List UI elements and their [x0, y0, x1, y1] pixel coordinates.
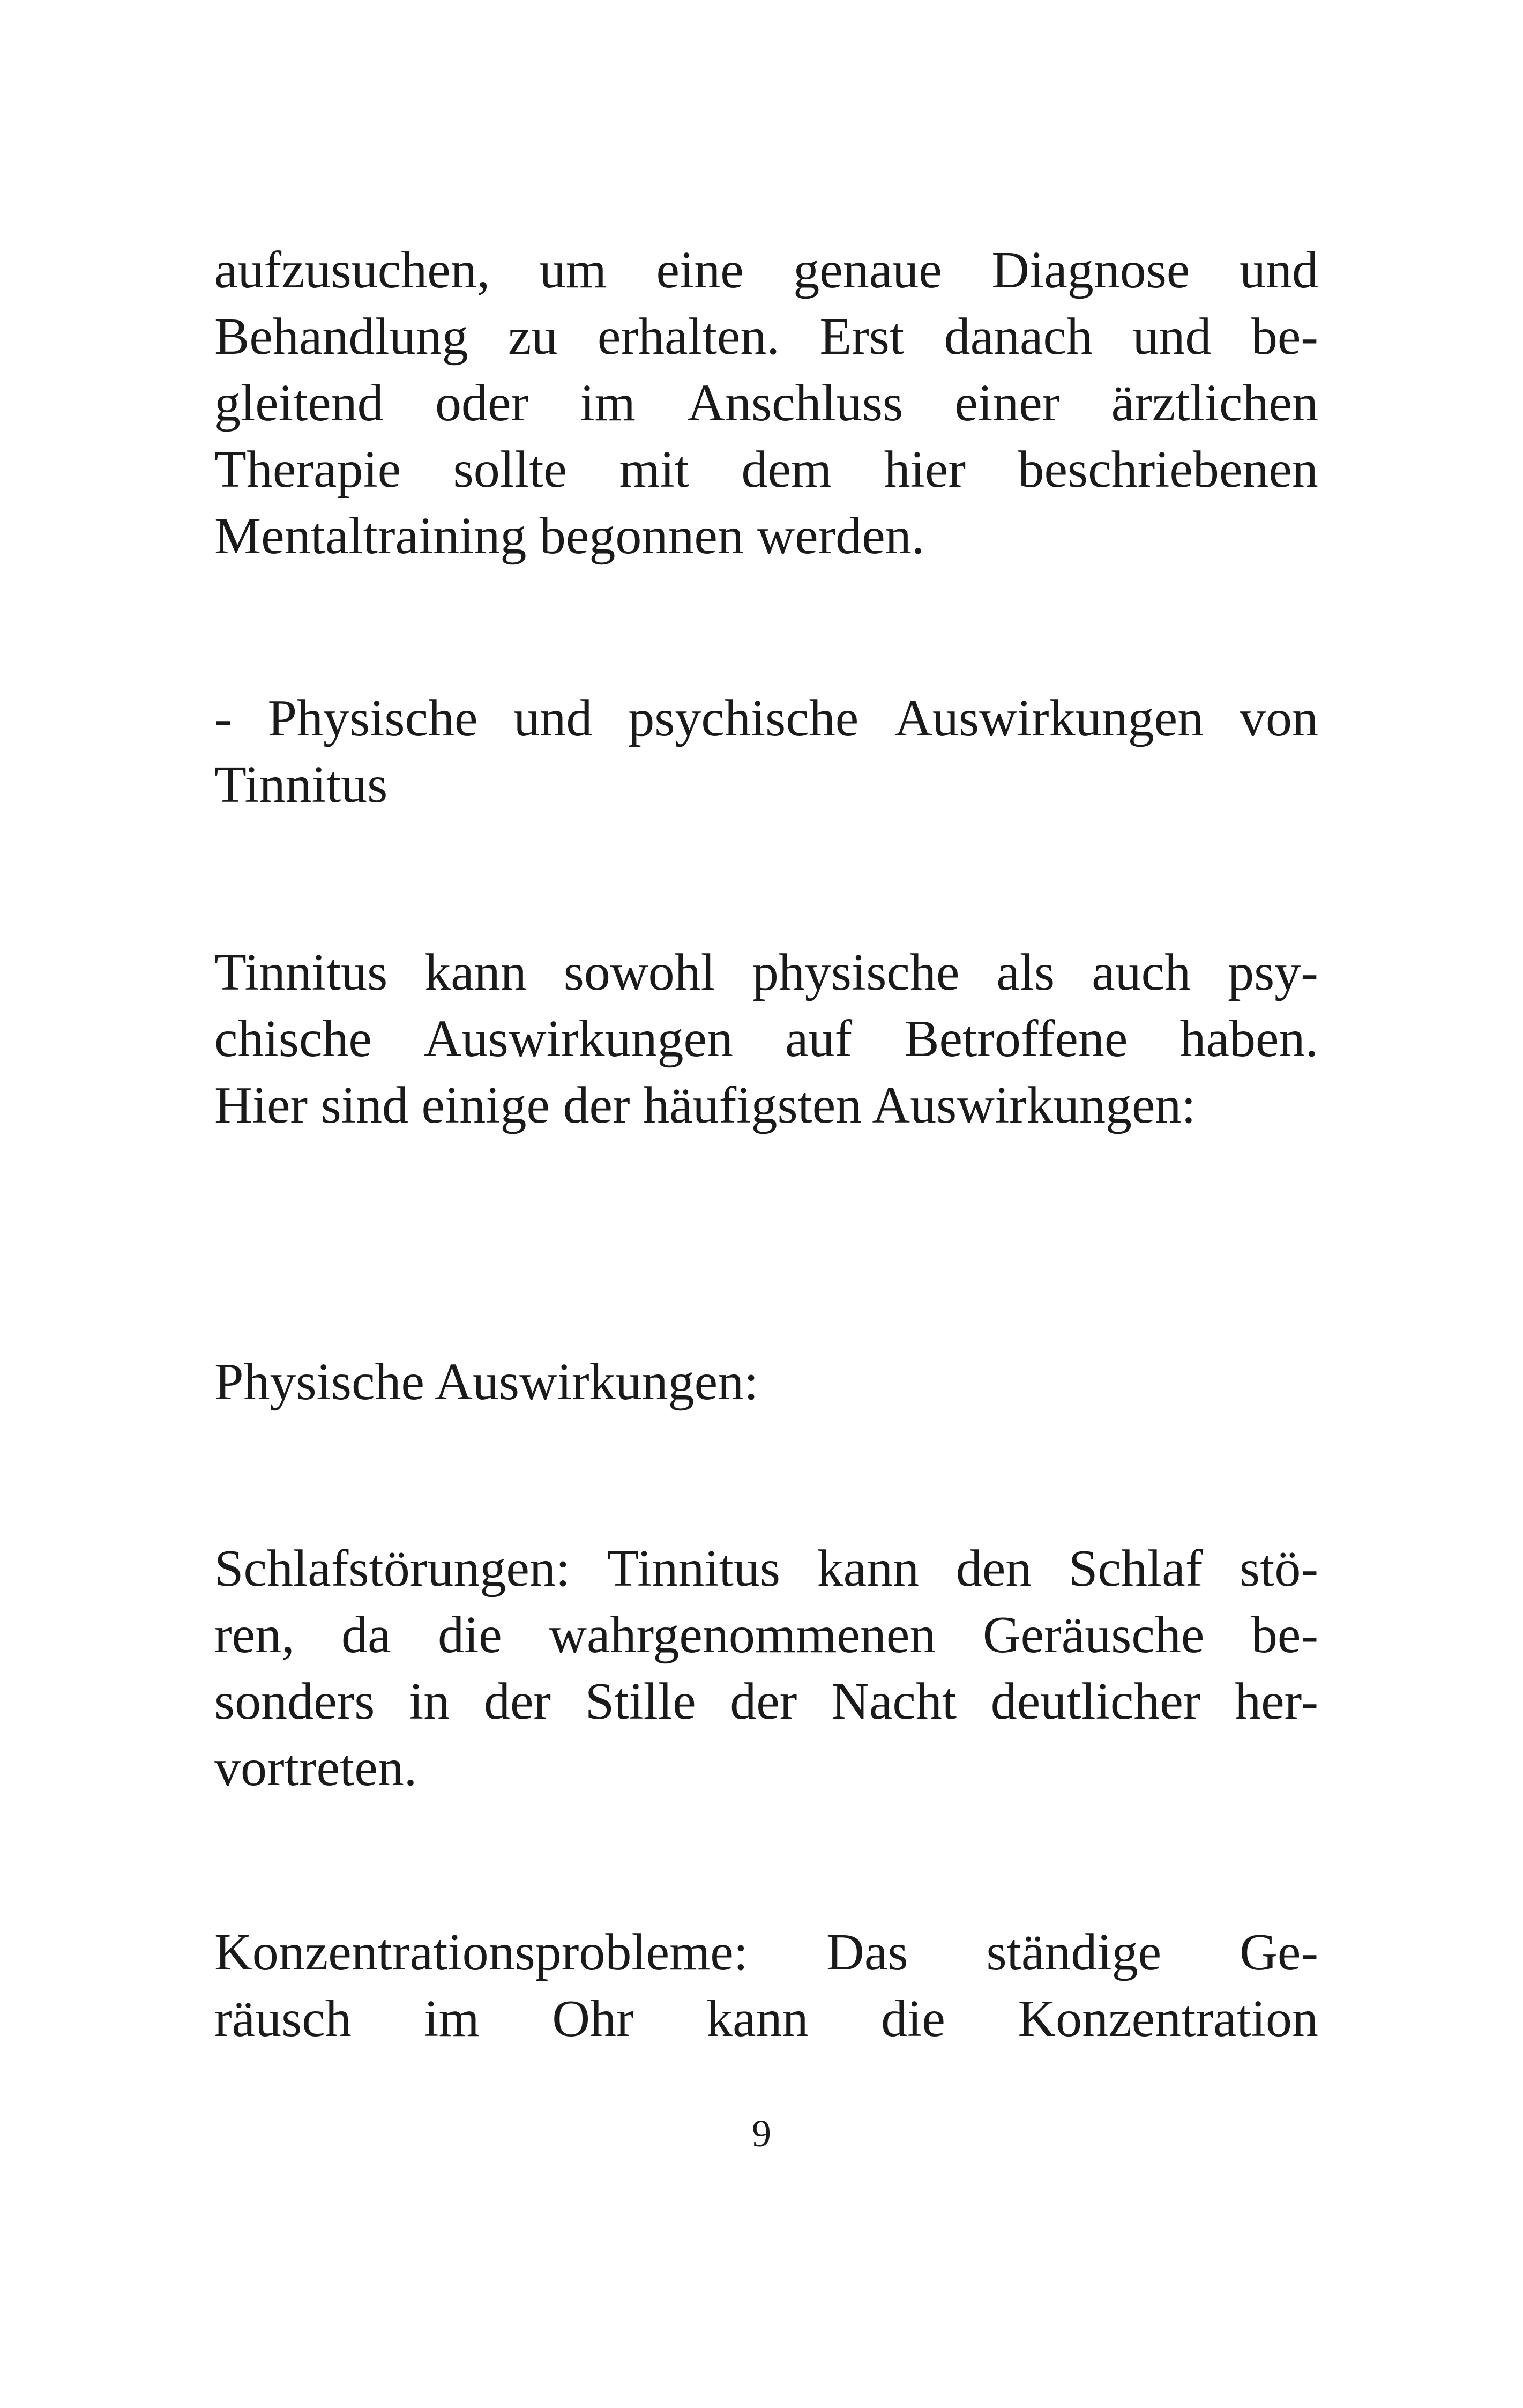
- word: gleitend: [214, 374, 384, 432]
- text-line: [214, 1006, 1318, 1072]
- paragraph-intro-effects: [214, 939, 1318, 1139]
- word: Auswirkungen: [423, 1010, 733, 1068]
- subheading-physical-effects: [214, 1349, 1318, 1415]
- text-line: [214, 1535, 1318, 1602]
- word: der: [483, 1673, 551, 1730]
- word: Nacht: [831, 1673, 957, 1730]
- word: beschriebenen: [1018, 441, 1318, 499]
- word: kann: [424, 943, 527, 1001]
- word: Stille: [585, 1673, 696, 1730]
- text-line: vortreten.: [214, 1739, 417, 1797]
- word: Diagnose: [991, 241, 1190, 299]
- text-line: [214, 1919, 1318, 1986]
- word: kann: [817, 1540, 920, 1597]
- word: her-: [1235, 1673, 1318, 1730]
- word: im: [424, 1990, 480, 2048]
- text-line: [214, 939, 1318, 1006]
- word: in: [409, 1673, 450, 1730]
- word: haben.: [1179, 1010, 1318, 1068]
- section-heading-effects: [214, 685, 1318, 818]
- word: den: [955, 1540, 1032, 1597]
- word: psy-: [1228, 943, 1318, 1001]
- word: und: [513, 689, 593, 747]
- word: erhalten.: [597, 308, 780, 366]
- text-line: Tinnitus: [214, 756, 388, 814]
- word: danach: [944, 308, 1093, 366]
- word: hier: [884, 441, 966, 499]
- word: sowohl: [563, 943, 715, 1001]
- word: zu: [507, 308, 558, 366]
- word: da: [341, 1606, 391, 1664]
- word: Schlafstörungen:: [214, 1540, 571, 1597]
- text-line: [214, 436, 1318, 503]
- text-line: [214, 1986, 1318, 2052]
- word: auch: [1092, 943, 1191, 1001]
- word: sonders: [214, 1673, 375, 1730]
- word: genaue: [793, 241, 942, 299]
- text-line: Mentaltraining begonnen werden.: [214, 507, 925, 565]
- word: ständige: [986, 1923, 1162, 1981]
- word: räusch: [214, 1990, 352, 2048]
- word: -: [214, 689, 232, 747]
- word: Tinnitus: [607, 1540, 780, 1597]
- word: kann: [706, 1990, 809, 2048]
- word: als: [996, 943, 1055, 1001]
- word: Behandlung: [214, 308, 468, 366]
- paragraph-concentration-problems: [214, 1919, 1318, 2052]
- word: sollte: [453, 441, 567, 499]
- word: be-: [1251, 308, 1318, 366]
- word: auf: [785, 1010, 853, 1068]
- word: Auswirkungen: [894, 689, 1204, 747]
- word: Betroffene: [904, 1010, 1128, 1068]
- word: der: [730, 1673, 797, 1730]
- word: Ohr: [552, 1990, 634, 2048]
- word: Therapie: [214, 441, 401, 499]
- word: von: [1239, 689, 1318, 747]
- word: wahrgenommenen: [549, 1606, 936, 1664]
- text-line: [214, 237, 1318, 303]
- word: Ge-: [1240, 1923, 1318, 1981]
- word: psychische: [628, 689, 859, 747]
- text-line: [214, 1668, 1318, 1735]
- word: die: [881, 1990, 945, 2048]
- text-line: Hier sind einige der häufigsten Auswirkungen:: [214, 1076, 1196, 1134]
- word: ärztlichen: [1111, 374, 1318, 432]
- word: deutlicher: [990, 1673, 1201, 1730]
- word: Geräusche: [982, 1606, 1205, 1664]
- word: oder: [435, 374, 529, 432]
- paragraph-diagnosis: [214, 237, 1318, 569]
- word: Erst: [819, 308, 905, 366]
- word: Physische: [267, 689, 478, 747]
- word: einer: [954, 374, 1060, 432]
- word: Tinnitus: [214, 943, 388, 1001]
- word: Konzentration: [1018, 1990, 1318, 2048]
- word: Konzentrationsprobleme:: [214, 1923, 749, 1981]
- word: dem: [741, 441, 832, 499]
- word: physische: [752, 943, 960, 1001]
- word: Anschluss: [687, 374, 904, 432]
- word: ren,: [214, 1606, 295, 1664]
- word: mit: [619, 441, 690, 499]
- word: Das: [826, 1923, 908, 1981]
- word: und: [1132, 308, 1212, 366]
- word: aufzusuchen,: [214, 241, 490, 299]
- word: Schlaf: [1068, 1540, 1203, 1597]
- word: die: [438, 1606, 502, 1664]
- word: eine: [656, 241, 744, 299]
- text-line: Physische Auswirkungen:: [214, 1353, 759, 1411]
- page-number: 9: [752, 2112, 771, 2155]
- paragraph-sleep-disorders: [214, 1535, 1318, 1801]
- word: be-: [1251, 1606, 1318, 1664]
- word: im: [580, 374, 636, 432]
- word: um: [539, 241, 607, 299]
- text-line: [214, 370, 1318, 436]
- text-line: [214, 1602, 1318, 1668]
- word: stö-: [1239, 1540, 1318, 1597]
- text-line: [214, 303, 1318, 370]
- text-line: [214, 685, 1318, 752]
- word: chische: [214, 1010, 372, 1068]
- word: und: [1239, 241, 1318, 299]
